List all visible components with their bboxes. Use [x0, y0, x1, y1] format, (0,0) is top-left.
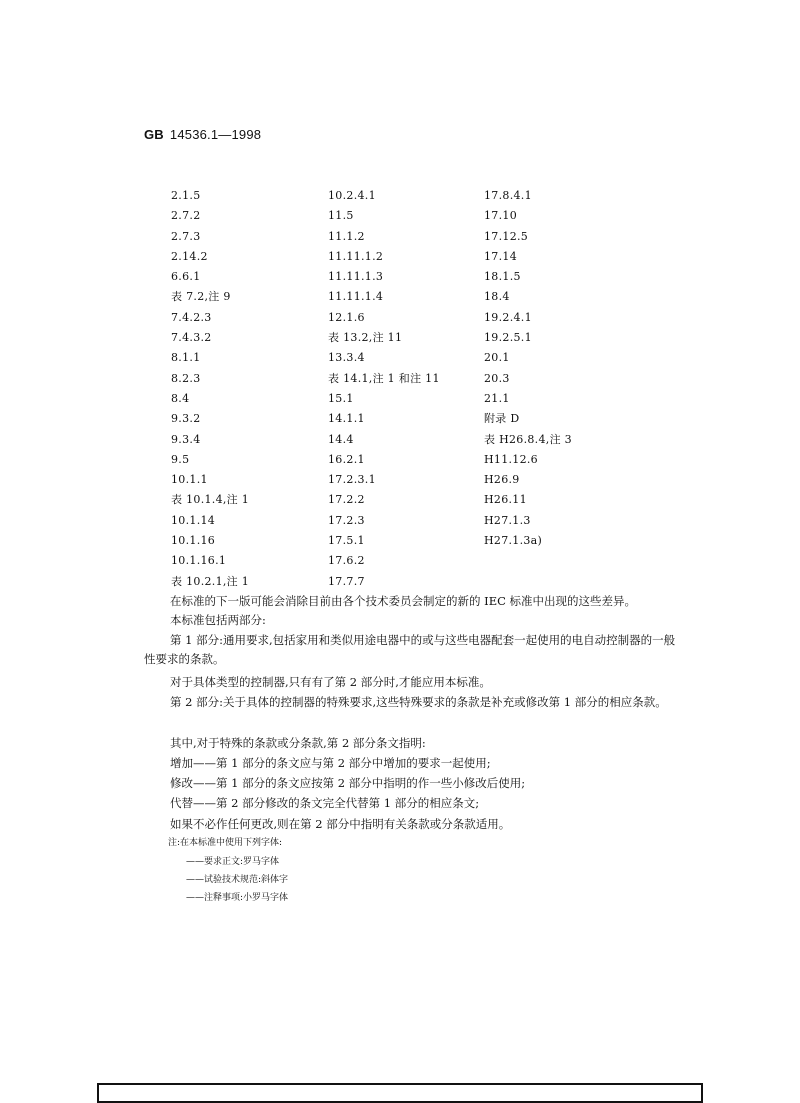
clause-ref-item: 表 14.1,注 1 和注 11	[328, 371, 440, 385]
clause-ref-item: 8.1.1	[171, 351, 201, 365]
clause-ref-item: 17.14	[484, 249, 517, 263]
clause-ref-item: 20.1	[484, 351, 510, 365]
clause-ref-item: 17.7.7	[328, 574, 365, 588]
clause-ref-item: H26.11	[484, 493, 527, 507]
clause-ref-item: H27.1.3	[484, 513, 531, 527]
clause-ref-item: 11.1.2	[328, 229, 365, 243]
clause-ref-item: 11.11.1.4	[328, 290, 384, 304]
clause-ref-item: 8.2.3	[171, 371, 201, 385]
note-title: 注:在本标准中使用下列字体:	[168, 838, 283, 848]
clause-ref-item: H27.1.3a)	[484, 534, 543, 548]
clause-ref-item: 17.2.3.1	[328, 473, 376, 487]
standard-number: 14536.1—1998	[169, 127, 262, 142]
paragraph-addition: 增加——第 1 部分的条文应与第 2 部分中增加的要求一起使用;	[170, 756, 491, 770]
clause-ref-item: 17.6.2	[328, 554, 365, 568]
clause-ref-item: 9.5	[171, 452, 190, 466]
clause-ref-item: 17.8.4.1	[484, 189, 532, 202]
note-item-small-roman: ——注释事项:小罗马字体	[186, 893, 289, 903]
clause-ref-item: 16.2.1	[328, 452, 365, 466]
clause-ref-item: 7.4.3.2	[171, 331, 212, 345]
paragraph-part-2: 第 2 部分:关于具体的控制器的特殊要求,这些特殊要求的条款是补充或修改第 1 部分的相应条款。	[170, 695, 667, 709]
clause-list-column-2	[328, 186, 440, 592]
paragraph-part-2-indicates: 其中,对于特殊的条款或分条款,第 2 部分条文指明:	[170, 736, 426, 750]
paragraph-two-parts: 本标准包括两部分:	[170, 613, 266, 627]
clause-ref-item: 2.7.3	[171, 229, 201, 243]
clause-ref-item: 21.1	[484, 391, 510, 405]
clause-ref-item: 表 13.2,注 11	[328, 331, 403, 345]
clause-ref-item: 17.2.3	[328, 513, 365, 527]
clause-ref-item: 13.3.4	[328, 351, 365, 365]
clause-ref-item: 2.1.5	[171, 189, 201, 202]
paragraph-part-1: 第 1 部分:通用要求,包括家用和类似用途电器中的或与这些电器配套一起使用的电自动控制器的一般性要求的条款。	[144, 633, 676, 666]
clause-ref-item: 19.2.4.1	[484, 310, 532, 324]
standard-prefix: GB	[144, 127, 164, 142]
clause-ref-item: 15.1	[328, 391, 354, 405]
paragraph-differences: 在标准的下一版可能会消除目前由各个技术委员会制定的新的 IEC 标准中出现的这些差异。	[170, 594, 637, 608]
clause-ref-item: H11.12.6	[484, 452, 538, 466]
clause-ref-item: 18.4	[484, 290, 510, 304]
clause-ref-item: 8.4	[171, 391, 190, 405]
clause-ref-item: 表 7.2,注 9	[171, 290, 231, 304]
clause-ref-item: 10.2.4.1	[328, 189, 376, 202]
clause-ref-item: 表 H26.8.4,注 3	[484, 432, 572, 446]
paragraph-specific-controls: 对于具体类型的控制器,只有有了第 2 部分时,才能应用本标准。	[170, 675, 491, 689]
paragraph-applicable: 如果不必作任何更改,则在第 2 部分中指明有关条款或分条款适用。	[170, 817, 511, 831]
clause-list-column-1	[171, 186, 249, 592]
clause-ref-item: 12.1.6	[328, 310, 365, 324]
clause-ref-item: 9.3.2	[171, 412, 201, 426]
document-header	[144, 127, 261, 142]
clause-ref-item: 9.3.4	[171, 432, 201, 446]
clause-ref-item: 11.11.1.2	[328, 249, 384, 263]
clause-ref-item: 表 10.1.4,注 1	[171, 493, 250, 507]
clause-ref-item: 10.1.14	[171, 513, 216, 527]
paragraph-replacement: 代替——第 2 部分修改的条文完全代替第 1 部分的相应条文;	[170, 796, 480, 810]
clause-ref-item: 17.12.5	[484, 229, 529, 243]
clause-ref-item: 18.1.5	[484, 270, 521, 284]
clause-ref-item: 11.5	[328, 209, 354, 223]
clause-ref-item: 10.1.1	[171, 473, 208, 487]
clause-ref-item: 19.2.5.1	[484, 331, 532, 345]
note-item-italic: ——试验技术规范:斜体字	[186, 875, 289, 885]
clause-ref-item: H26.9	[484, 473, 520, 487]
clause-ref-item: 20.3	[484, 371, 510, 385]
clause-ref-item: 10.1.16.1	[171, 554, 227, 568]
clause-ref-item: 11.11.1.3	[328, 270, 384, 284]
page-frame-border	[97, 1083, 703, 1103]
clause-ref-item: 10.1.16	[171, 534, 216, 548]
clause-ref-item: 14.1.1	[328, 412, 365, 426]
clause-ref-item: 2.7.2	[171, 209, 201, 223]
note-item-roman: ——要求正文:罗马字体	[186, 857, 280, 867]
clause-ref-item: 附录 D	[484, 412, 520, 426]
clause-ref-item: 17.2.2	[328, 493, 365, 507]
clause-ref-item: 表 10.2.1,注 1	[171, 574, 250, 588]
clause-ref-item: 17.10	[484, 209, 517, 223]
clause-ref-item: 7.4.2.3	[171, 310, 212, 324]
clause-list-column-3	[484, 186, 572, 551]
paragraph-modification: 修改——第 1 部分的条文应按第 2 部分中指明的作一些小修改后使用;	[170, 776, 526, 790]
clause-ref-item: 2.14.2	[171, 249, 208, 263]
clause-ref-item: 17.5.1	[328, 534, 365, 548]
clause-ref-item: 14.4	[328, 432, 354, 446]
clause-ref-item: 6.6.1	[171, 270, 201, 284]
